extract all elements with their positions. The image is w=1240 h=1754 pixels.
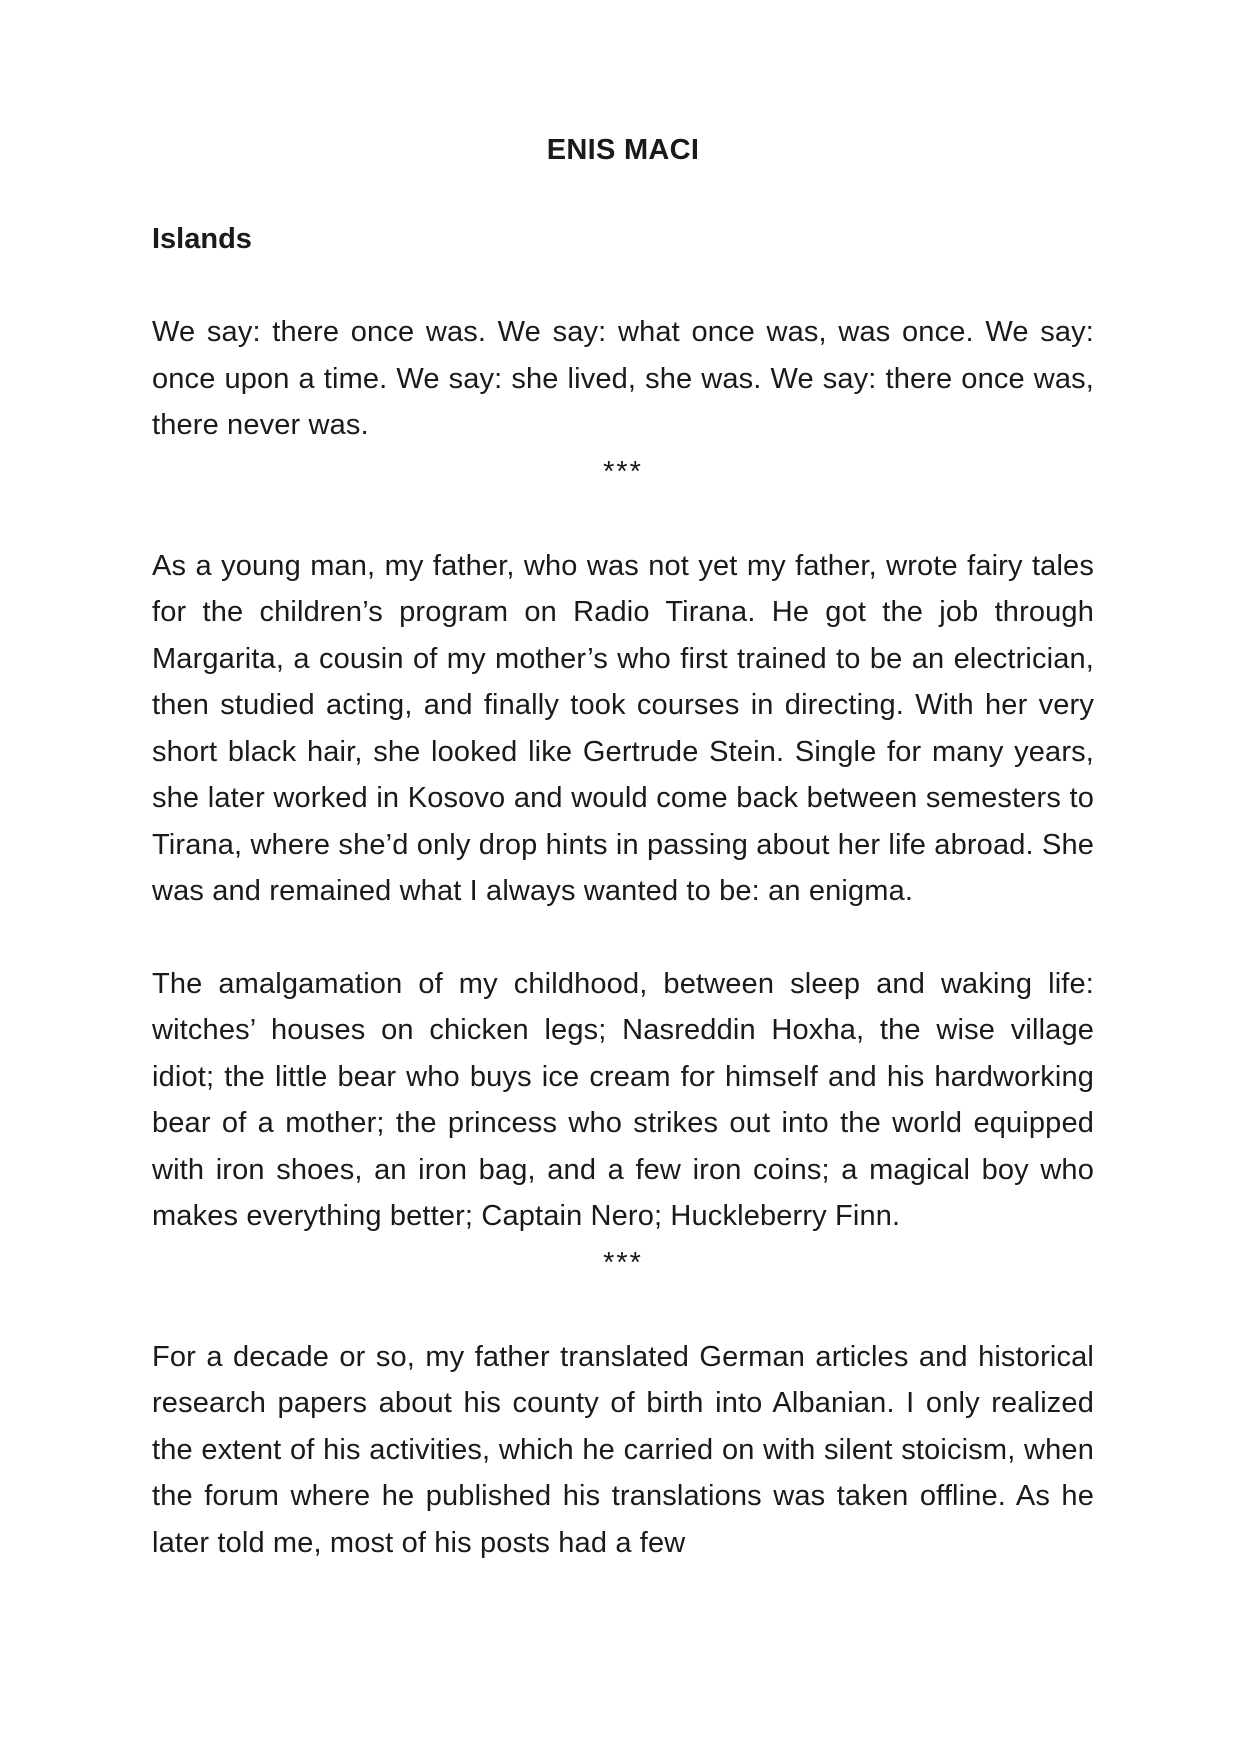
paragraph: The amalgamation of my childhood, between sleep and waking life: witches’ houses on chicken legs; Nasreddin Hoxha, the wise village idiot; the little bear who buys ice cream for himself and his hardworking bear of a mother; the princess who strikes out into the world equipped with iron shoes, an iron bag, and a few iron coins; a magical boy who makes everything better; Captain Nero; Huckleberry Finn. [152,967,1094,1232]
paragraph: We say: there once was. We say: what once was, was once. We say: once upon a time. We say: she lived, she was. We say: there once was, there never was. [152,316,1094,441]
page-content [152,132,1094,1566]
section-separator: *** [603,1246,643,1279]
author-name: ENIS MACI [546,134,700,166]
section-title: Islands [152,223,252,255]
paragraph: For a decade or so, my father translated German articles and historical research papers about his county of birth into Albanian. I only realized the extent of his activities, which he carried on with silent stoicism, when the forum where he published his translations was taken offline. As he later told me, most of his posts had a few [152,1340,1094,1559]
section-separator: *** [603,455,643,488]
paragraph: As a young man, my father, who was not yet my father, wrote fairy tales for the children’s program on Radio Tirana. He got the job through Margarita, a cousin of my mother’s who first trained to be an electrician, then studied acting, and finally took courses in directing. With her very short black hair, she looked like Gertrude Stein. Single for many years, she later worked in Kosovo and would come back between semesters to Tirana, where she’d only drop hints in passing about her life abroad. She was and remained what I always wanted to be: an enigma. [152,549,1094,907]
